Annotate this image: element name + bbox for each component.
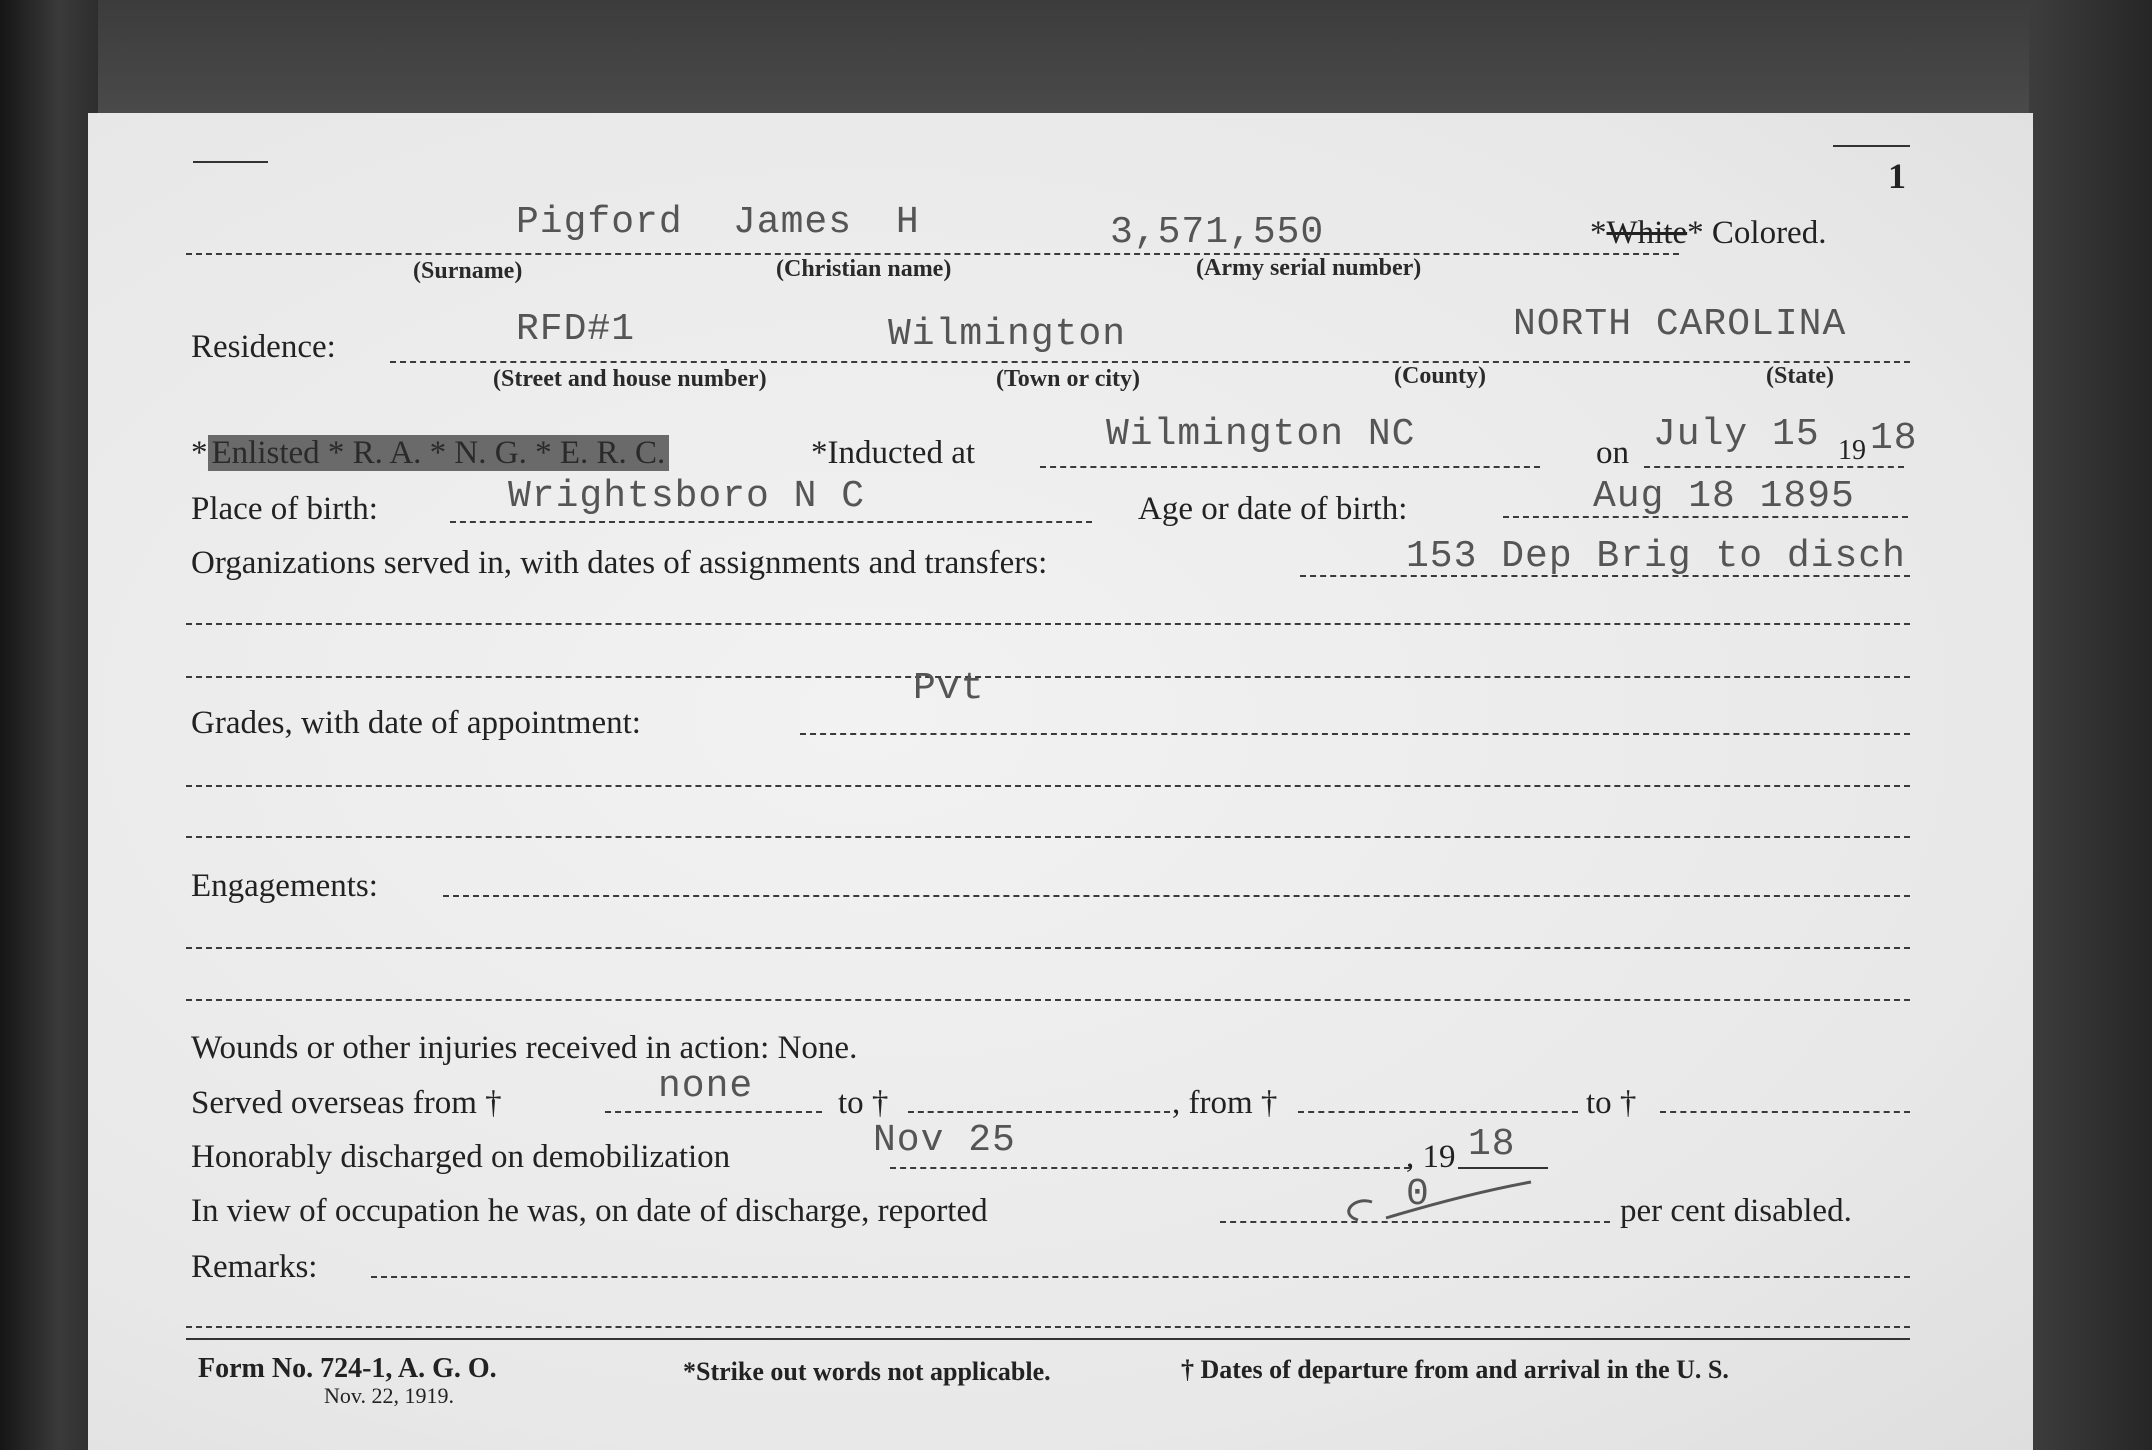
overseas-to2-text: to <box>1586 1085 1612 1121</box>
date-of-birth-label: Age or date of birth: <box>1138 491 1408 527</box>
induction-date-line <box>1644 466 1904 468</box>
engagements-line-1 <box>443 895 1910 897</box>
induction-date: July 15 <box>1653 413 1820 456</box>
overseas-to2-label: to † <box>1586 1085 1637 1121</box>
organizations-line-3 <box>186 676 1910 678</box>
dates-note: † Dates of departure from and arrival in the U. S. <box>1181 1355 1729 1384</box>
on-label: on <box>1596 435 1629 471</box>
inducted-at-value: Wilmington NC <box>1106 413 1416 456</box>
county-caption: (County) <box>1394 363 1487 389</box>
place-of-birth-label: Place of birth: <box>191 491 378 527</box>
discharge-label: Honorably discharged on demobilization <box>191 1139 731 1175</box>
surname-value: Pigford <box>516 201 683 244</box>
residence-street: RFD#1 <box>516 308 636 351</box>
inducted-line <box>1040 466 1540 468</box>
engagements-line-2 <box>186 947 1910 949</box>
town-caption: (Town or city) <box>996 366 1140 392</box>
organizations-label: Organizations served in, with dates of assignments and transfers: <box>191 545 1048 581</box>
remarks-label: Remarks: <box>191 1249 318 1285</box>
organizations-line-1 <box>1300 575 1910 577</box>
organizations-line-2 <box>186 623 1910 625</box>
overseas-to-label: to † <box>838 1085 889 1121</box>
overseas-label: Served overseas from † <box>191 1085 502 1121</box>
residence-line <box>390 361 1910 363</box>
disability-suffix: per cent disabled. <box>1620 1193 1852 1229</box>
residence-label: Residence: <box>191 329 336 365</box>
surname-caption: (Surname) <box>413 258 523 284</box>
disability-value: 0 <box>1406 1173 1430 1216</box>
place-of-birth-line <box>450 521 1092 523</box>
overseas-to-text: to <box>838 1085 864 1121</box>
enlisted-struck: Enlisted * R. A. * N. G. * E. R. C. <box>208 435 670 471</box>
street-caption: (Street and house number) <box>493 366 767 392</box>
form-number: Form No. 724-1, A. G. O. <box>198 1353 497 1384</box>
overseas-from2-text: , from <box>1172 1085 1253 1121</box>
christian-name-value: James H <box>733 201 920 244</box>
enlistment-options: * Enlisted * R. A. * N. G. * E. R. C. <box>191 435 669 472</box>
grades-line-3 <box>186 836 1910 838</box>
discharge-year-prefix: , 19 <box>1406 1139 1456 1175</box>
date-of-birth-line <box>1503 516 1908 518</box>
serial-number-value: 3,571,550 <box>1110 211 1325 254</box>
overseas-from-line <box>605 1111 822 1113</box>
strike-out-note: *Strike out words not applicable. <box>683 1357 1051 1386</box>
top-left-rule <box>193 161 268 163</box>
overseas-from2-line <box>1298 1111 1578 1113</box>
grade-value: Pvt <box>913 667 985 710</box>
engagements-line-3 <box>186 999 1910 1001</box>
induction-year-suffix: 18 <box>1870 417 1918 460</box>
engagements-label: Engagements: <box>191 868 378 904</box>
service-record-card <box>88 113 2033 1450</box>
residence-town: Wilmington <box>888 313 1127 356</box>
top-right-rule <box>1833 145 1910 147</box>
wounds-value: None. <box>777 1030 858 1066</box>
grades-line-1 <box>800 733 1910 735</box>
organizations-value: 153 Dep Brig to disch <box>1406 535 1906 578</box>
disability-label: In view of occupation he was, on date of discharge, reported <box>191 1193 988 1229</box>
place-of-birth-value: Wrightsboro N C <box>508 475 866 518</box>
card-number: 1 <box>1888 156 1906 196</box>
grades-label: Grades, with date of appointment: <box>191 705 641 741</box>
serial-caption: (Army serial number) <box>1196 255 1422 281</box>
overseas-from-value: none <box>658 1065 754 1108</box>
race-white-struck: White <box>1606 215 1688 251</box>
residence-state: NORTH CAROLINA <box>1513 303 1847 346</box>
state-caption: (State) <box>1766 363 1834 389</box>
name-line <box>186 253 1679 255</box>
overseas-to-line <box>908 1111 1170 1113</box>
race-options: *White* Colored. <box>1590 215 1827 251</box>
overseas-label-text: Served overseas from <box>191 1085 477 1121</box>
overseas-to2-line <box>1660 1111 1910 1113</box>
overseas-from2-label: , from † <box>1172 1085 1278 1121</box>
wounds-label <box>191 1030 857 1067</box>
inducted-label: *Inducted at <box>811 435 976 471</box>
footer-rule <box>186 1338 1910 1340</box>
induction-year-prefix: 19 <box>1838 435 1866 466</box>
scan-background-top <box>0 0 2152 116</box>
discharge-year-suffix: 18 <box>1468 1123 1516 1166</box>
grades-line-2 <box>186 785 1910 787</box>
christian-name-caption: (Christian name) <box>776 256 952 282</box>
discharge-date: Nov 25 <box>873 1119 1016 1162</box>
wounds-label-text: Wounds or other injuries received in action: <box>191 1030 770 1066</box>
remarks-line-1 <box>371 1276 1910 1278</box>
disability-handwritten-mark <box>1326 1168 1546 1228</box>
scan-background-right <box>2029 0 2152 1450</box>
dates-note-text: Dates of departure from and arrival in the U. S. <box>1200 1355 1729 1384</box>
remarks-line-2 <box>186 1326 1910 1328</box>
race-colored: Colored. <box>1711 215 1827 251</box>
form-date: Nov. 22, 1919. <box>324 1383 454 1408</box>
date-of-birth-value: Aug 18 1895 <box>1593 475 1855 518</box>
scan-background-left <box>0 0 98 1450</box>
